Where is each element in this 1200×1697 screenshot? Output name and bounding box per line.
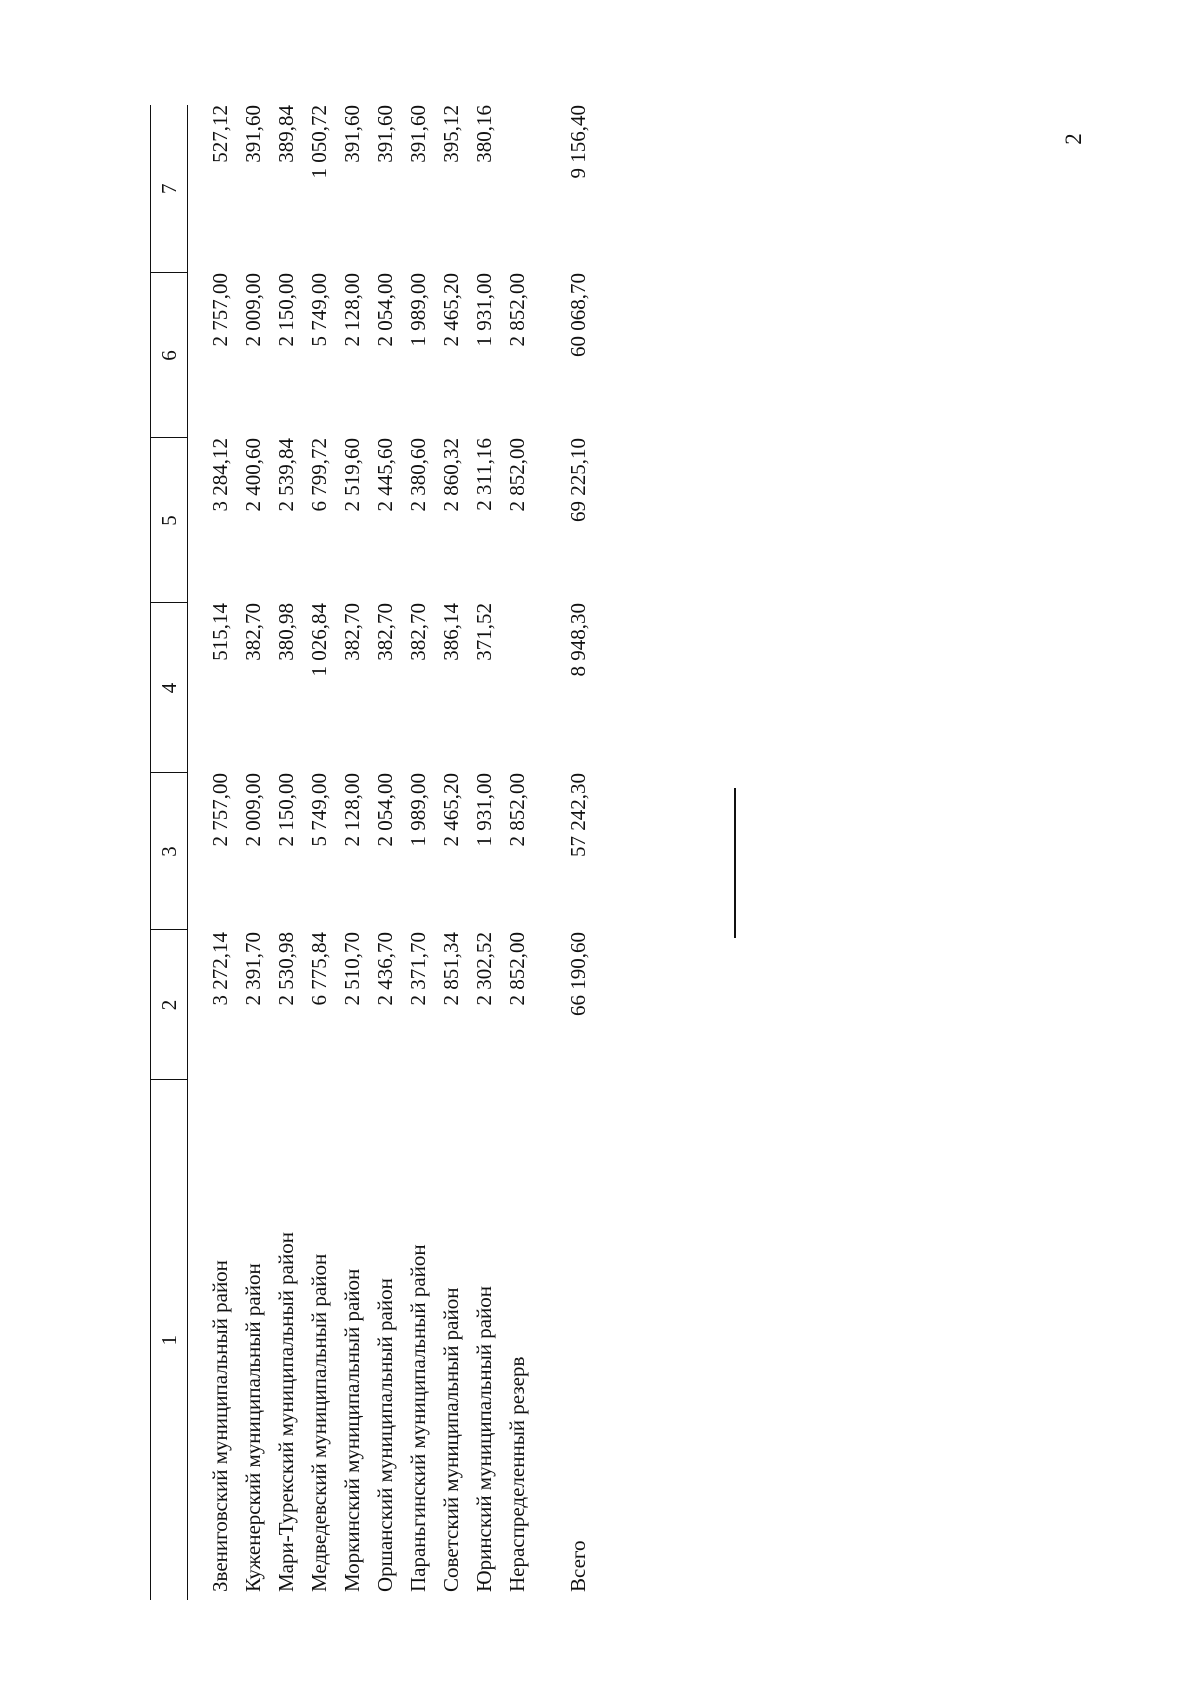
cell-col7: 391,60	[340, 105, 364, 163]
cell-col7: 1 050,72	[307, 105, 331, 179]
district-name: Советский муниципальный район	[439, 1287, 463, 1592]
district-name: Параньгинский муниципальный район	[406, 1244, 430, 1592]
cell-col7: 395,12	[439, 105, 463, 163]
table-row	[270, 105, 303, 1600]
cell-col3: 2 128,00	[340, 773, 364, 847]
cell-col5: 2 860,32	[439, 438, 463, 512]
cell-col5: 2 852,00	[505, 438, 529, 512]
cell-col2: 6 775,84	[307, 932, 331, 1006]
cell-col4: 371,52	[472, 603, 496, 661]
cell-col4: 382,70	[373, 603, 397, 661]
table-header-row	[151, 105, 188, 1600]
cell-col5: 2 445,60	[373, 438, 397, 512]
cell-col3: 2 054,00	[373, 773, 397, 847]
table-row	[188, 105, 238, 1600]
cell-col7: 391,60	[373, 105, 397, 163]
cell-col2: 3 272,14	[208, 932, 232, 1006]
cell-col3: 2 009,00	[241, 773, 265, 847]
cell-col3: 1 989,00	[406, 773, 430, 847]
cell-col6: 1 989,00	[406, 273, 430, 347]
table-row	[435, 105, 468, 1600]
cell-col6: 2 054,00	[373, 273, 397, 347]
column-header: 2	[151, 930, 188, 1080]
table-row	[402, 105, 435, 1600]
district-name: Медведевский муниципальный район	[307, 1253, 331, 1592]
district-name: Куженерский муниципальный район	[241, 1263, 265, 1592]
cell-col7: 391,60	[241, 105, 265, 163]
district-name: Мари-Турекский муниципальный район	[274, 1232, 298, 1592]
cell-col4: 1 026,84	[307, 603, 331, 677]
cell-col2: 2 851,34	[439, 932, 463, 1006]
rotated-table-container	[150, 85, 610, 1600]
cell-col5: 2 400,60	[241, 438, 265, 512]
district-name: Звениговский муниципальный район	[208, 1260, 232, 1592]
cell-col7: 391,60	[406, 105, 430, 163]
cell-col6: 1 931,00	[472, 273, 496, 347]
total-col3: 57 242,30	[566, 773, 590, 857]
cell-col4: 515,14	[208, 603, 232, 661]
data-table	[150, 105, 595, 1600]
column-header: 7	[151, 105, 188, 273]
column-header: 4	[151, 603, 188, 773]
cell-col4: 382,70	[241, 603, 265, 661]
cell-col7	[501, 105, 534, 273]
separator-line	[734, 788, 736, 938]
table-row	[468, 105, 501, 1600]
cell-col5: 6 799,72	[307, 438, 331, 512]
cell-col3: 2 757,00	[208, 773, 232, 847]
cell-col5: 2 539,84	[274, 438, 298, 512]
cell-col2: 2 852,00	[505, 932, 529, 1006]
cell-col6: 2 128,00	[340, 273, 364, 347]
column-header: 3	[151, 773, 188, 930]
total-col6: 60 068,70	[566, 273, 590, 357]
page-number: 2	[1060, 133, 1086, 145]
cell-col6: 2 757,00	[208, 273, 232, 347]
total-col2: 66 190,60	[566, 932, 590, 1016]
cell-col4: 386,14	[439, 603, 463, 661]
cell-col5: 2 519,60	[340, 438, 364, 512]
table-row	[303, 105, 336, 1600]
cell-col3: 2 465,20	[439, 773, 463, 847]
column-header: 1	[151, 1080, 188, 1600]
total-col4: 8 948,30	[566, 603, 590, 677]
total-label: Всего	[566, 1540, 590, 1592]
cell-col6: 2 150,00	[274, 273, 298, 347]
table-row	[369, 105, 402, 1600]
total-row	[534, 105, 595, 1600]
cell-col4: 380,98	[274, 603, 298, 661]
cell-col3: 2 852,00	[505, 773, 529, 847]
cell-col2: 2 371,70	[406, 932, 430, 1006]
cell-col3: 5 749,00	[307, 773, 331, 847]
cell-col5: 3 284,12	[208, 438, 232, 512]
column-header: 5	[151, 438, 188, 603]
cell-col5: 2 380,60	[406, 438, 430, 512]
total-col5: 69 225,10	[566, 438, 590, 522]
column-header: 6	[151, 273, 188, 438]
cell-col7: 389,84	[274, 105, 298, 163]
cell-col2: 2 391,70	[241, 932, 265, 1006]
total-col7: 9 156,40	[566, 105, 590, 179]
cell-col6: 2 465,20	[439, 273, 463, 347]
cell-col6: 5 749,00	[307, 273, 331, 347]
cell-col6: 2 852,00	[505, 273, 529, 347]
cell-col6: 2 009,00	[241, 273, 265, 347]
table-row	[336, 105, 369, 1600]
district-name: Моркинский муниципальный район	[340, 1268, 364, 1592]
cell-col2: 2 302,52	[472, 932, 496, 1006]
cell-col7: 527,12	[208, 105, 232, 163]
cell-col3: 1 931,00	[472, 773, 496, 847]
table-row	[237, 105, 270, 1600]
cell-col2: 2 510,70	[340, 932, 364, 1006]
table-row	[501, 105, 534, 1600]
cell-col2: 2 436,70	[373, 932, 397, 1006]
cell-col7: 380,16	[472, 105, 496, 163]
cell-col5: 2 311,16	[472, 438, 496, 511]
cell-col4: 382,70	[406, 603, 430, 661]
district-name: Оршанский муниципальный район	[373, 1278, 397, 1592]
reserve-label: Нераспределенный резерв	[505, 1356, 529, 1592]
cell-col4: 382,70	[340, 603, 364, 661]
cell-col4	[501, 603, 534, 773]
district-name: Юринский муниципальный район	[472, 1286, 496, 1592]
cell-col3: 2 150,00	[274, 773, 298, 847]
cell-col2: 2 530,98	[274, 932, 298, 1006]
